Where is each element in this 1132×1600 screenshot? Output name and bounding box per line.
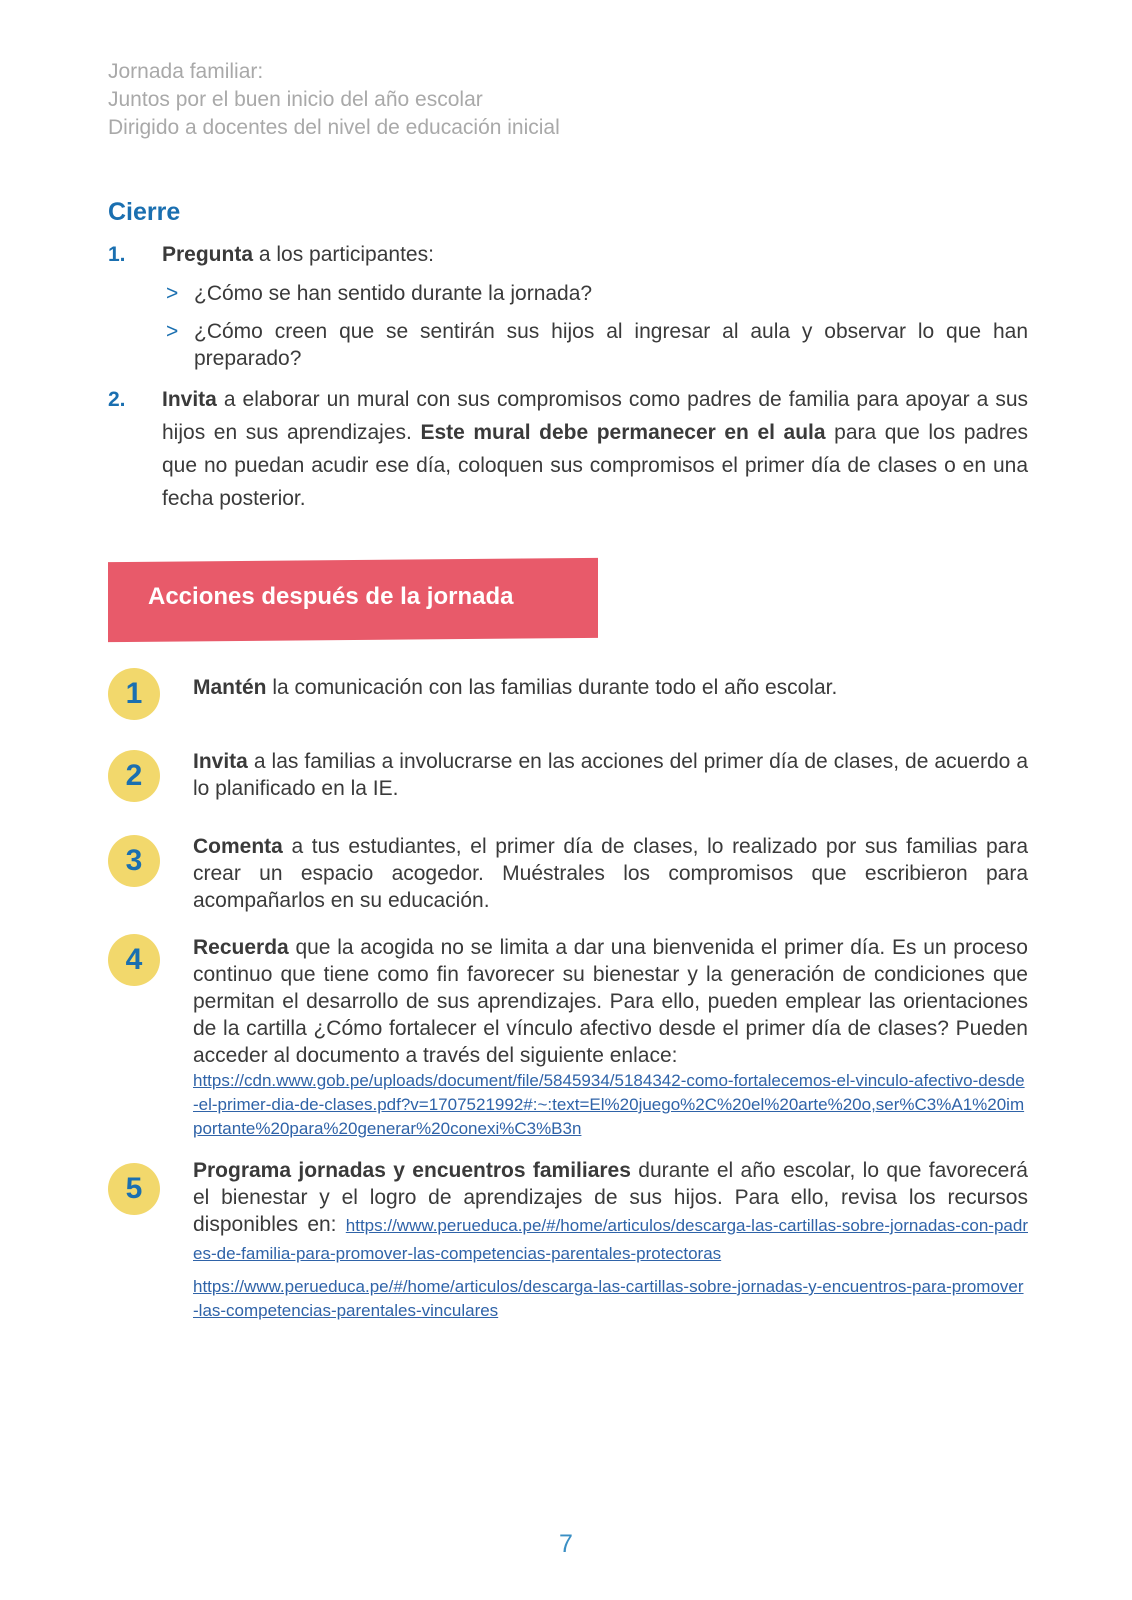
question-item: [166, 318, 1028, 372]
page-number: 7: [559, 1530, 573, 1558]
resource-link-2[interactable]: https://www.perueduca.pe/#/home/articulos/descarga-las-cartillas-sobre-jornadas-y-encuentros-para-promover-las-competencias-parentales-vinculares: [193, 1277, 1024, 1320]
step-text: a elaborar un mural con sus compromisos como padres de familia para apoyar a sus hijos en sus aprendizajes.: [162, 388, 1028, 444]
question-item: [166, 280, 1028, 307]
action-text: a las familias a involucrarse en las acciones del primer día de clases, de acuerdo a lo planificado en la IE.: [193, 750, 1028, 800]
banner-title: Acciones después de la jornada: [148, 583, 514, 610]
action-text: que la acogida no se limita a dar una bienvenida el primer día. Es un proceso continuo que tiene como fin favorecer su bienestar y la generación de condiciones que permitan el desarrollo de sus aprendizajes. Para ello, pueden emplear las orientaciones de la cartilla ¿Cómo fortalecer el vínculo afectivo desde el primer día de clases? Pueden acceder al documento a través del siguiente enlace:: [193, 936, 1028, 1067]
number-circle: 2: [108, 750, 160, 802]
action-bold: Programa jornadas y encuentros familiares: [193, 1159, 631, 1182]
number-circle: 3: [108, 835, 160, 887]
step-bold: Este mural debe permanecer en el aula: [420, 421, 826, 444]
step-number: 2.: [108, 388, 126, 411]
step-bold: Pregunta: [162, 243, 254, 266]
bullet-arrow-icon: >: [166, 320, 179, 343]
action-bold: Mantén: [193, 676, 267, 699]
document-link[interactable]: https://cdn.www.gob.pe/uploads/document/file/5845934/5184342-como-fortalecemos-el-vinculo-afectivo-desde-el-primer-dia-de-clases.pdf?v=1707521992#:~:text=El%20juego%2C%20el%20arte%20o,ser%C3%A1%20importante%20para%20generar%20conexi%C3%B3n: [193, 1071, 1025, 1138]
document-header: [108, 58, 560, 142]
action-item-4: [193, 934, 1028, 1141]
cierre-step-2: [108, 383, 1028, 515]
action-text: la comunicación con las familias durante todo el año escolar.: [266, 676, 838, 699]
action-text: durante el año escolar, lo que favorecerá el bienestar y el logro de aprendizajes de sus hijos. Para ello, revisa los recursos disponibles en:: [193, 1159, 1028, 1236]
question-text: ¿Cómo se han sentido durante la jornada?: [194, 282, 593, 305]
action-bold: Recuerda: [193, 936, 289, 959]
step-bold: Invita: [162, 388, 217, 411]
action-item-5: [193, 1157, 1028, 1323]
section-title-cierre: Cierre: [108, 198, 181, 226]
action-item-3: [193, 833, 1028, 914]
resource-link-1[interactable]: https://www.perueduca.pe/#/home/articulos/descarga-las-cartillas-sobre-jornadas-con-padres-de-familia-para-promover-las-competencias-parentales-protectoras: [193, 1216, 1028, 1263]
number-circle: 5: [108, 1163, 160, 1215]
action-bold: Invita: [193, 750, 248, 773]
action-text: a tus estudiantes, el primer día de clases, lo realizado por sus familias para crear un espacio acogedor. Muéstrales los compromisos que escribieron para acompañarlos en su educación.: [193, 835, 1028, 912]
header-line-3: Dirigido a docentes del nivel de educación inicial: [108, 116, 560, 139]
header-line-1: Jornada familiar:: [108, 60, 264, 83]
header-line-2: Juntos por el buen inicio del año escolar: [108, 88, 483, 111]
action-item-1: [193, 674, 1028, 701]
number-circle: 4: [108, 934, 160, 986]
step-text: a los participantes:: [253, 243, 434, 266]
bullet-arrow-icon: >: [166, 282, 179, 305]
action-item-2: [193, 748, 1028, 802]
step-text: para que los padres que no puedan acudir ese día, coloquen sus compromisos el primer día de clases o en una fecha posterior.: [162, 421, 1028, 510]
step-number: 1.: [108, 243, 126, 266]
question-text: ¿Cómo creen que se sentirán sus hijos al ingresar al aula y observar lo que han preparado?: [194, 320, 1028, 370]
number-circle: 1: [108, 668, 160, 720]
cierre-step-1: [108, 238, 1028, 271]
action-bold: Comenta: [193, 835, 283, 858]
